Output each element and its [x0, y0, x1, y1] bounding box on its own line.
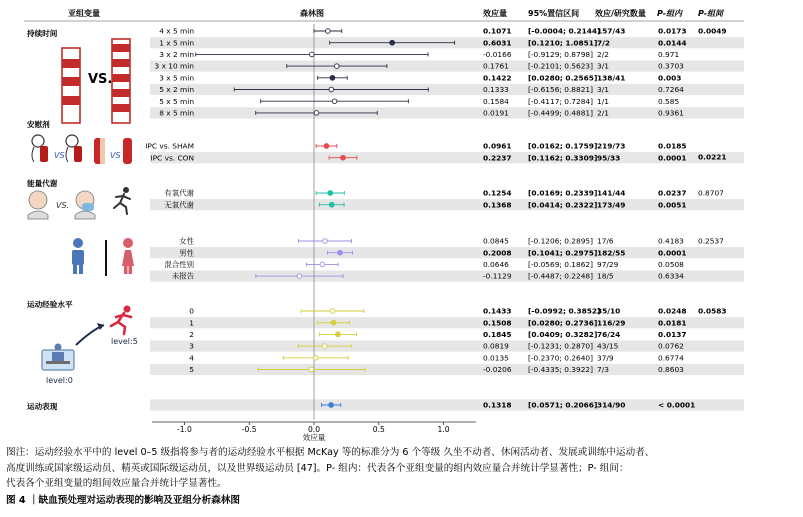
study-count-cell: 95/33	[597, 153, 621, 163]
x-tick-label: 1.0	[437, 425, 450, 434]
row-shade	[150, 364, 744, 375]
p-within-cell: 0.0137	[658, 330, 687, 339]
vs-label: VS.	[88, 72, 113, 87]
p-within-cell: 0.9361	[658, 108, 684, 118]
p-within-cell: 0.0181	[658, 318, 687, 328]
table-header	[24, 8, 744, 21]
effect-point	[338, 250, 343, 255]
study-count-cell: 219/73	[597, 141, 626, 151]
ci-cell: [-0.4335; 0.3922]	[528, 365, 593, 375]
effect-size-cell: 0.1368	[483, 200, 512, 210]
study-count-cell: 7/3	[597, 365, 609, 375]
p-within-cell: 0.8603	[658, 365, 684, 375]
metabolism-illustration	[28, 187, 130, 219]
effect-point	[310, 52, 315, 57]
p-within-cell: 0.0762	[658, 341, 684, 351]
ci-cell: [0.0169; 0.2339]	[528, 188, 598, 198]
row-label: 3	[189, 341, 194, 351]
cuff-illustration	[32, 135, 132, 164]
p-within-cell: 0.0001	[658, 153, 687, 163]
study-count-cell: 182/55	[597, 248, 626, 258]
header-p-within: P-组内	[657, 9, 683, 18]
header-forest: 森林图	[300, 9, 324, 18]
ci-cell: [-0.9129; 0.8798]	[528, 50, 593, 59]
header-subgroup: 亚组变量	[68, 9, 100, 18]
effect-size-cell: 0.0646	[483, 260, 509, 269]
mask-head-icon	[75, 191, 95, 219]
p-within-cell: 0.3703	[658, 61, 684, 71]
row-label: IPC vs. SHAM	[145, 141, 194, 151]
p-within-cell: 0.0051	[658, 200, 687, 210]
effect-point	[309, 367, 314, 372]
effect-size-cell: 0.0819	[483, 341, 509, 351]
p-within-cell: 0.4183	[658, 236, 684, 246]
p-within-cell: 0.003	[658, 73, 682, 83]
p-within-cell: 0.971	[658, 50, 680, 59]
head-icon	[28, 191, 48, 219]
row-label: 1 x 5 min	[159, 38, 194, 48]
group-title-performance: 运动表现	[27, 402, 58, 411]
study-count-cell: 314/90	[597, 400, 626, 410]
study-count-cell: 76/24	[597, 330, 621, 339]
x-axis-label: 效应量	[302, 433, 326, 442]
row-label: 3 x 5 min	[159, 73, 194, 83]
effect-size-cell: 0.1071	[483, 26, 512, 36]
study-count-cell: 2/1	[597, 108, 609, 118]
effect-size-cell: 0.6031	[483, 38, 512, 48]
desk-person-icon	[42, 344, 74, 371]
effect-size-cell: 0.2008	[483, 248, 512, 258]
header-n: 效应/研究数量	[595, 9, 646, 18]
row-shade	[150, 152, 744, 163]
study-count-cell: 2/2	[597, 50, 609, 59]
effect-point	[329, 87, 334, 92]
p-between-cell: 0.0221	[698, 152, 727, 162]
ci-cell: [0.1162; 0.3309]	[528, 153, 598, 163]
study-count-cell: 43/15	[597, 341, 619, 351]
row-label: 5 x 5 min	[159, 96, 194, 106]
effect-point	[330, 309, 335, 314]
x-axis	[152, 422, 476, 442]
arm-right-icon	[112, 39, 130, 123]
ci-cell: [0.0162; 0.1759]	[528, 141, 598, 151]
effect-point	[313, 356, 318, 361]
row-label: 混合性别	[164, 260, 194, 269]
effect-size-cell: 0.1254	[483, 188, 512, 198]
row-label: 1	[189, 318, 194, 328]
header-effect: 效应量	[483, 9, 507, 18]
row-shade	[150, 199, 744, 210]
caption-title: 图 4 ｜缺血预处理对运动表现的影响及亚组分析森林图	[6, 495, 241, 506]
p-within-cell: 0.0248	[658, 306, 687, 316]
p-within-cell: 0.0001	[658, 248, 687, 258]
arm-left-icon	[62, 48, 80, 123]
p-between-cell: 0.0049	[698, 26, 727, 36]
effect-size-cell: 0.1584	[483, 96, 509, 106]
study-count-cell: 138/41	[597, 73, 626, 83]
study-count-cell: 141/44	[597, 188, 626, 198]
effect-point	[329, 403, 334, 408]
x-tick-label: -0.5	[241, 425, 257, 434]
ci-cell: [-0.0569; 0.1862]	[528, 260, 593, 269]
effect-point	[314, 111, 319, 116]
effect-size-cell: 0.0191	[483, 108, 509, 118]
p-within-cell: < 0.0001	[658, 400, 696, 410]
study-count-cell: 173/49	[597, 200, 626, 210]
caption-line-3: 代表各个亚组变量的组间效应量合并统计学显著性。	[6, 478, 227, 489]
row-shade	[150, 271, 744, 282]
ci-cell: [0.0571; 0.2066]	[528, 400, 598, 410]
p-within-cell: 0.6774	[658, 353, 684, 363]
p-within-cell: 0.0237	[658, 188, 687, 198]
ci-cell: [0.0280; 0.2736]	[528, 318, 598, 328]
effect-point	[332, 99, 337, 104]
effect-size-cell: 0.1333	[483, 85, 509, 95]
group-title-metabolism: 能量代谢	[27, 179, 58, 188]
study-count-cell: 3/1	[597, 61, 609, 71]
ci-cell: [-0.0992; 0.3852]	[528, 306, 601, 316]
ci-cell: [0.1210; 1.0851]	[528, 38, 598, 48]
effect-point	[297, 274, 302, 279]
study-count-cell: 97/29	[597, 260, 619, 269]
runner-icon	[114, 187, 130, 214]
effect-size-cell: 0.2237	[483, 153, 512, 163]
ci-cell: [0.0280; 0.2565]	[528, 73, 598, 83]
row-label: 有氧代谢	[164, 188, 194, 198]
ci-cell: [-0.2370; 0.2640]	[528, 353, 593, 363]
p-within-cell: 0.585	[658, 96, 680, 106]
group-title-placebo: 安慰剂	[27, 120, 50, 129]
effect-point	[320, 262, 325, 267]
effect-point	[331, 320, 336, 325]
effect-size-cell: 0.1433	[483, 306, 512, 316]
ci-cell: [-0.2101; 0.5623]	[528, 61, 593, 71]
ci-cell: [-0.4499; 0.4881]	[528, 108, 593, 118]
effect-size-cell: -0.1129	[483, 271, 512, 281]
row-label: 5	[189, 365, 194, 375]
header-ci: 95%置信区间	[528, 9, 580, 18]
ci-cell: [-0.4487; 0.2248]	[528, 271, 593, 281]
effect-point	[329, 202, 334, 207]
row-label: 3 x 2 min	[159, 50, 194, 59]
row-shade	[150, 317, 744, 328]
row-label: 无氧代谢	[164, 200, 194, 210]
p-within-cell: 0.0508	[658, 260, 684, 269]
group-title-duration: 持续时间	[27, 29, 58, 38]
p-within-cell: 0.0144	[658, 38, 687, 48]
caption-line-2: 高度训练或国家级运动员、精英或国际级运动员，以及世界级运动员 [47]。P- 组内：代表各个亚组变量的组内效应量合并统计学显著性；P- 组间：	[6, 463, 629, 474]
study-count-cell: 1/1	[597, 96, 609, 106]
p-between-cell: 0.2537	[698, 236, 724, 246]
row-label: 未报告	[171, 271, 194, 281]
effect-point	[336, 332, 341, 337]
effect-point	[330, 75, 335, 80]
effect-point	[341, 155, 346, 160]
female-icon	[122, 238, 134, 274]
row-label: 男性	[179, 248, 194, 258]
row-shade	[150, 107, 744, 118]
ci-cell: [0.0414; 0.2322]	[528, 200, 598, 210]
ci-cell: [-0.1206; 0.2895]	[528, 236, 593, 246]
p-within-cell: 0.0173	[658, 26, 687, 36]
ci-cell: [-0.6156; 0.8821]	[528, 85, 593, 95]
effect-size-cell: 0.1318	[483, 400, 512, 410]
level-high-label: level:5	[111, 337, 138, 346]
p-within-cell: 0.6334	[658, 271, 684, 281]
ci-cell: [-0.4117; 0.7284]	[528, 96, 593, 106]
effect-size-cell: 0.1508	[483, 318, 512, 328]
study-count-cell: 18/5	[597, 271, 614, 281]
x-tick-label: -1.0	[176, 425, 192, 434]
row-shade	[150, 399, 744, 410]
effect-point	[322, 344, 327, 349]
mask-vs-label: VS.	[56, 201, 70, 210]
effect-point	[335, 64, 340, 69]
effect-size-cell: 0.0845	[483, 236, 509, 246]
study-count-cell: 35/10	[597, 306, 621, 316]
forest-rows	[145, 24, 726, 420]
x-tick-label: 0.5	[372, 425, 385, 434]
study-count-cell: 3/1	[597, 85, 609, 95]
row-label: 4	[189, 353, 194, 363]
row-shade	[150, 341, 744, 352]
header-p-between: P-组间	[698, 9, 724, 18]
caption-line-1: 图注：运动经验水平中的 level 0–5 级指将参与者的运动经验水平根据 McKay 等的标准分为 6 个等级 久坐不动者、休闲活动者、发展或训练中运动者、	[6, 447, 655, 458]
p-between-cell: 0.8707	[698, 188, 724, 198]
study-count-cell: 37/9	[597, 353, 614, 363]
gender-illustration	[72, 238, 134, 276]
row-label: 8 x 5 min	[159, 108, 194, 118]
row-label: 2	[189, 330, 194, 339]
effect-point	[328, 191, 333, 196]
p-within-cell: 0.7264	[658, 85, 684, 95]
group-title-experience: 运动经验水平	[27, 300, 73, 309]
p-within-cell: 0.0185	[658, 141, 687, 151]
effect-size-cell: 0.0961	[483, 141, 512, 151]
experience-illustration	[42, 306, 138, 386]
male-icon	[72, 238, 84, 274]
row-label: 3 x 10 min	[154, 61, 194, 71]
study-count-cell: 157/43	[597, 26, 626, 36]
figure-caption	[6, 446, 654, 506]
ci-cell: [-0.0004; 0.2144]	[528, 26, 601, 36]
effect-point	[326, 29, 331, 34]
level-low-label: level:0	[46, 376, 73, 385]
effect-point	[324, 144, 329, 149]
effect-size-cell: -0.0206	[483, 365, 512, 375]
ci-cell: [0.0409; 0.3282]	[528, 330, 598, 339]
row-label: 5 x 2 min	[159, 85, 194, 95]
row-label: IPC vs. CON	[150, 153, 194, 163]
sprinter-icon	[111, 306, 131, 335]
cuff-vs-label-1: VS	[54, 151, 65, 160]
effect-size-cell: 0.0135	[483, 353, 509, 363]
effect-size-cell: 0.1422	[483, 73, 512, 83]
arm-cuff-illustration	[62, 39, 130, 123]
effect-size-cell: -0.0166	[483, 50, 512, 59]
effect-point	[390, 40, 395, 45]
study-count-cell: 116/29	[597, 318, 626, 328]
row-label: 0	[189, 306, 194, 316]
row-shade	[150, 61, 744, 72]
x-tick-label: 0.0	[307, 425, 321, 434]
effect-size-cell: 0.1761	[483, 61, 509, 71]
row-label: 4 x 5 min	[159, 26, 194, 36]
study-count-cell: 7/2	[597, 38, 610, 48]
effect-size-cell: 0.1845	[483, 330, 512, 339]
ci-cell: [-0.1231; 0.2870]	[528, 341, 593, 351]
effect-point	[323, 239, 328, 244]
row-label: 女性	[179, 236, 194, 246]
row-shade	[150, 247, 744, 258]
study-count-cell: 17/6	[597, 236, 614, 246]
row-shading	[150, 37, 744, 411]
cuff-vs-label-2: VS	[110, 151, 121, 160]
p-between-cell: 0.0583	[698, 306, 727, 316]
ci-cell: [0.1041; 0.2975]	[528, 248, 598, 258]
